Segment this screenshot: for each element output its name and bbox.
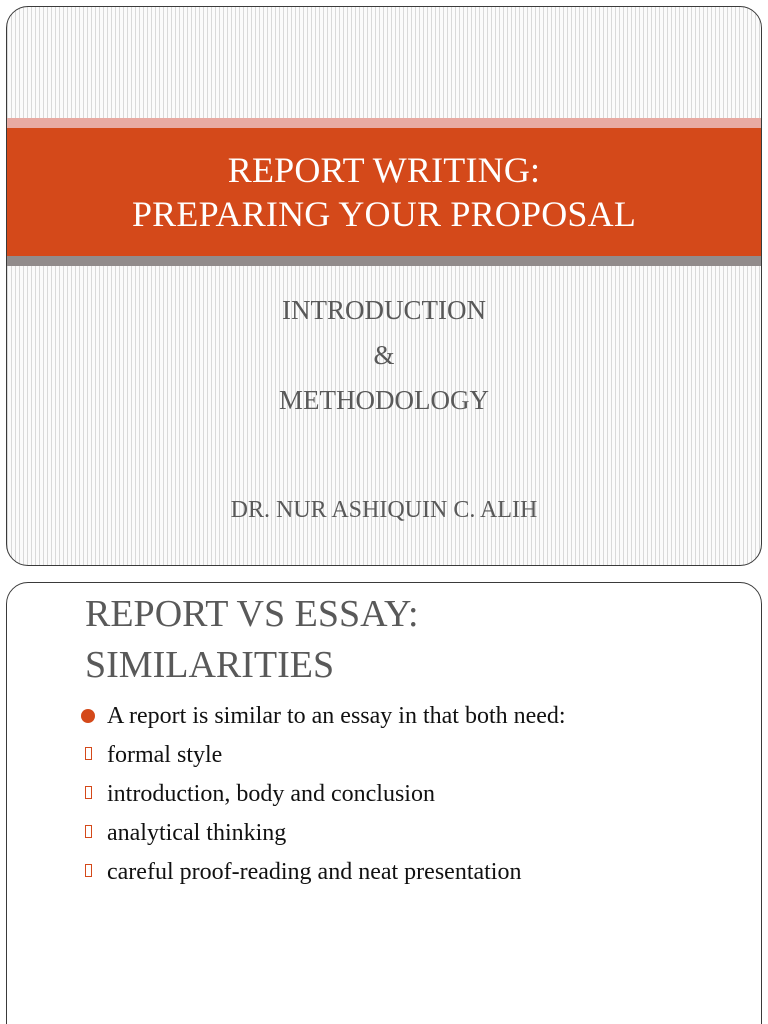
bullet-text: analytical thinking [107, 820, 287, 846]
subtitle-line: & [373, 340, 395, 370]
subtitle-line: METHODOLOGY [279, 385, 489, 415]
title-band-bottom-stripe [7, 256, 761, 266]
list-item [7, 779, 761, 818]
hollow-box-bullet-icon [85, 786, 92, 799]
hollow-box-bullet-icon [85, 864, 92, 877]
hollow-box-bullet-icon [85, 747, 92, 760]
author-name: DR. NUR ASHIQUIN C. ALIH [230, 497, 538, 523]
bullet-list [7, 701, 761, 896]
slide-heading-line2: SIMILARITIES [85, 644, 335, 686]
slide-heading [85, 589, 419, 691]
hollow-box-bullet-icon [85, 825, 92, 838]
bullet-text: A report is similar to an essay in that both need: [107, 703, 566, 729]
subtitle [7, 288, 761, 423]
list-item [7, 701, 761, 740]
title-slide [6, 6, 762, 566]
list-item [7, 740, 761, 779]
list-item [7, 818, 761, 857]
bullet-text: careful proof-reading and neat presentation [107, 859, 522, 885]
title-band-top-stripe [7, 118, 761, 128]
bullet-text: formal style [107, 742, 223, 768]
slide-title-line1: REPORT WRITING: [227, 150, 541, 190]
content-slide [6, 582, 762, 1024]
title-band [7, 128, 761, 256]
subtitle-line: INTRODUCTION [282, 295, 486, 325]
list-item [7, 857, 761, 896]
slide-title-line2: PREPARING YOUR PROPOSAL [131, 194, 637, 234]
slide-heading-line1: REPORT VS ESSAY: [85, 593, 419, 635]
orange-dot-icon [81, 709, 95, 723]
bullet-text: introduction, body and conclusion [107, 781, 435, 807]
